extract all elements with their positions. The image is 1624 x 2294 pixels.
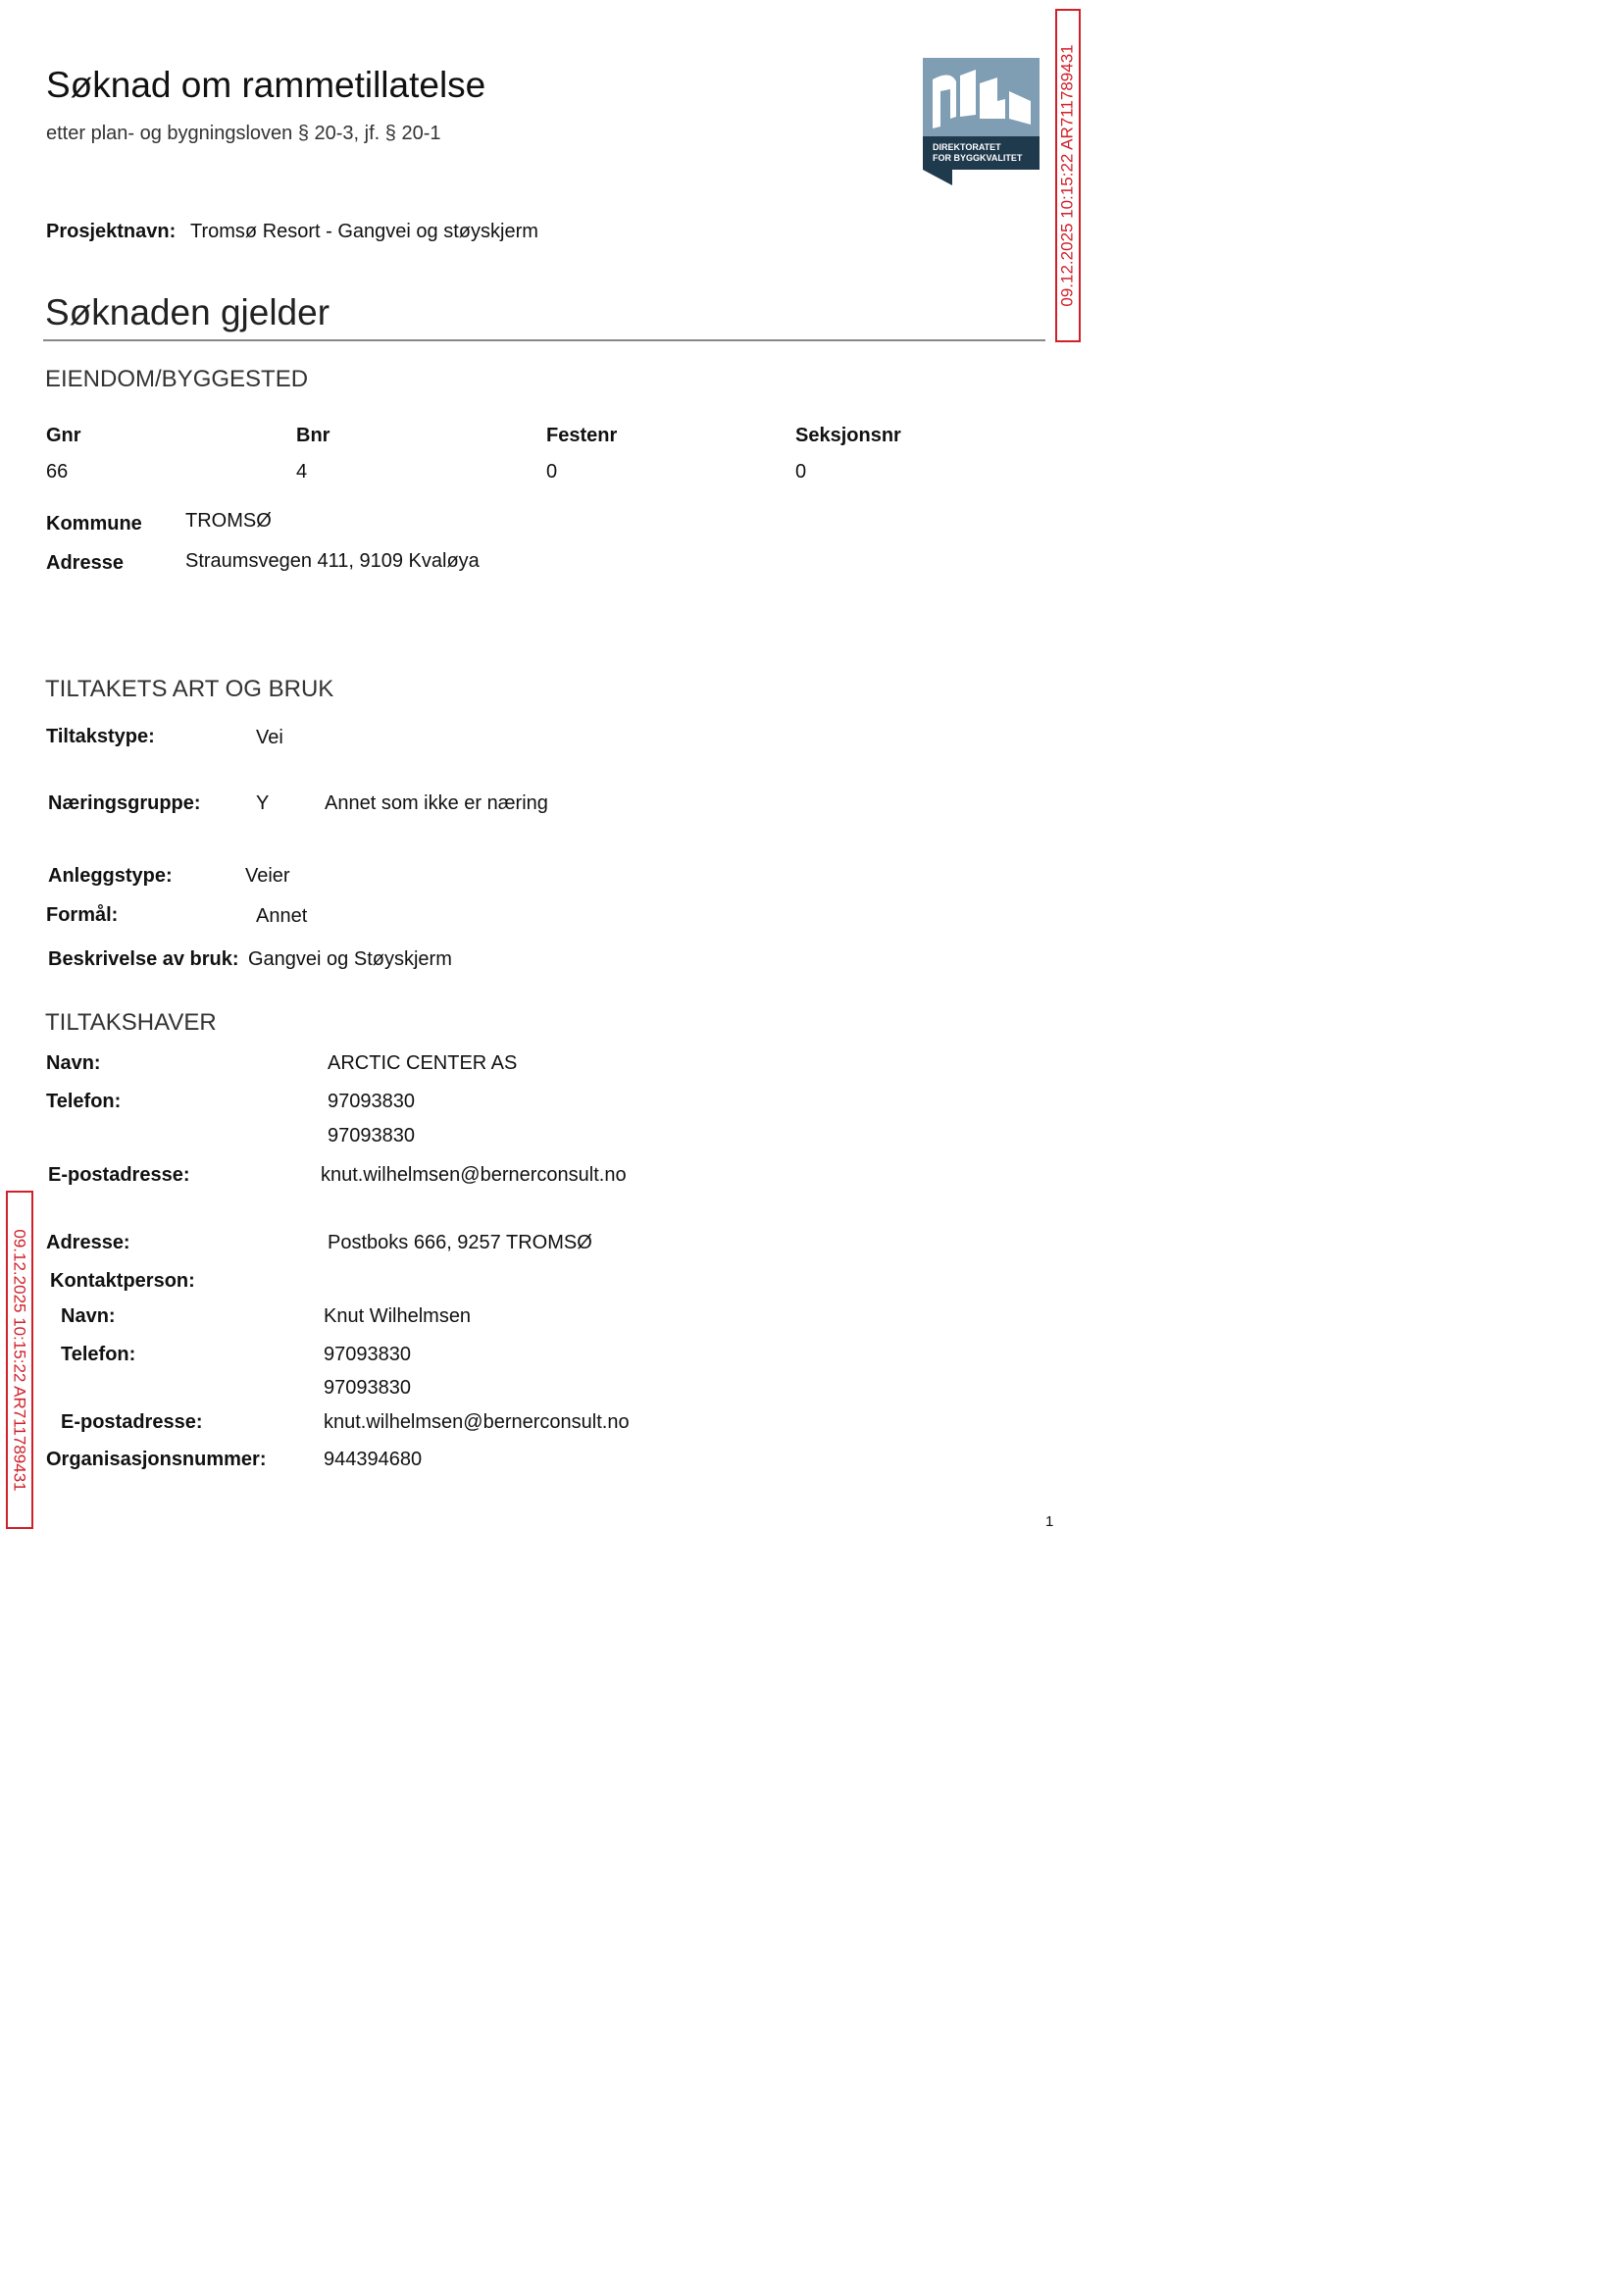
stamp-text: 09.12.2025 10:15:22 AR711789431 <box>11 1228 29 1492</box>
naeringsgruppe-label: Næringsgruppe: <box>48 792 201 814</box>
measure-heading: TILTAKETS ART OG BRUK <box>45 676 334 702</box>
anleggstype-value: Veier <box>245 865 290 887</box>
kontakt-telefon-value-1: 97093830 <box>324 1344 411 1365</box>
anleggstype-label: Anleggstype: <box>48 865 173 887</box>
section-divider <box>43 339 1045 341</box>
section-heading: Søknaden gjelder <box>45 292 330 332</box>
logo-text-line1: DIREKTORATET <box>933 142 1001 152</box>
value-gnr: 66 <box>46 461 69 483</box>
column-festenr: Festenr <box>546 425 618 446</box>
timestamp-stamp-left <box>6 1191 33 1529</box>
orgnr-label: Organisasjonsnummer: <box>46 1449 267 1470</box>
column-gnr: Gnr <box>46 425 81 446</box>
property-heading: EIENDOM/BYGGESTED <box>45 366 309 392</box>
applicant-adresse-value: Postboks 666, 9257 TROMSØ <box>328 1232 592 1253</box>
applicant-telefon-value-1: 97093830 <box>328 1091 415 1112</box>
formal-label: Formål: <box>46 904 119 926</box>
naeringsgruppe-value: Annet som ikke er næring <box>325 792 548 814</box>
column-seksjonsnr: Seksjonsnr <box>795 425 901 446</box>
project-label: Prosjektnavn: <box>46 221 177 242</box>
adresse-label: Adresse <box>46 552 124 574</box>
document-subtitle: etter plan- og bygningsloven § 20-3, jf. § 20-1 <box>46 123 441 144</box>
kontakt-epost-label: E-postadresse: <box>61 1411 203 1433</box>
applicant-navn-value: ARCTIC CENTER AS <box>328 1052 518 1074</box>
tiltakstype-value: Vei <box>256 727 283 748</box>
applicant-epost-label: E-postadresse: <box>48 1164 190 1186</box>
project-value: Tromsø Resort - Gangvei og støyskjerm <box>190 221 538 242</box>
kontaktperson-label: Kontaktperson: <box>50 1270 195 1292</box>
value-festenr: 0 <box>546 461 558 483</box>
applicant-telefon-label: Telefon: <box>46 1091 122 1112</box>
applicant-navn-label: Navn: <box>46 1052 101 1074</box>
applicant-heading: TILTAKSHAVER <box>45 1009 217 1036</box>
beskrivelse-value: Gangvei og Støyskjerm <box>248 948 452 970</box>
logo-text-line2: FOR BYGGKVALITET <box>933 153 1023 163</box>
naeringsgruppe-code: Y <box>256 792 270 814</box>
kommune-label: Kommune <box>46 513 142 535</box>
value-seksjonsnr: 0 <box>795 461 807 483</box>
timestamp-stamp-top <box>1055 9 1081 342</box>
kontakt-navn-value: Knut Wilhelmsen <box>324 1305 472 1327</box>
kontakt-telefon-value-2: 97093830 <box>324 1377 411 1399</box>
dibk-logo <box>923 58 1040 185</box>
tiltakstype-label: Tiltakstype: <box>46 726 155 747</box>
column-bnr: Bnr <box>296 425 330 446</box>
kommune-value: TROMSØ <box>185 510 272 532</box>
stamp-text: 09.12.2025 10:15:22 AR711789431 <box>1058 44 1077 307</box>
applicant-telefon-value-2: 97093830 <box>328 1125 415 1147</box>
page-number: 1 <box>1045 1513 1054 1530</box>
orgnr-value: 944394680 <box>324 1449 423 1470</box>
document-title: Søknad om rammetillatelse <box>46 65 486 105</box>
applicant-epost-value: knut.wilhelmsen@bernerconsult.no <box>321 1164 627 1186</box>
kontakt-epost-value: knut.wilhelmsen@bernerconsult.no <box>324 1411 630 1433</box>
applicant-adresse-label: Adresse: <box>46 1232 130 1253</box>
beskrivelse-label: Beskrivelse av bruk: <box>48 948 239 970</box>
kontakt-navn-label: Navn: <box>61 1305 116 1327</box>
adresse-value: Straumsvegen 411, 9109 Kvaløya <box>185 550 480 572</box>
formal-value: Annet <box>256 905 308 927</box>
value-bnr: 4 <box>296 461 308 483</box>
kontakt-telefon-label: Telefon: <box>61 1344 136 1365</box>
